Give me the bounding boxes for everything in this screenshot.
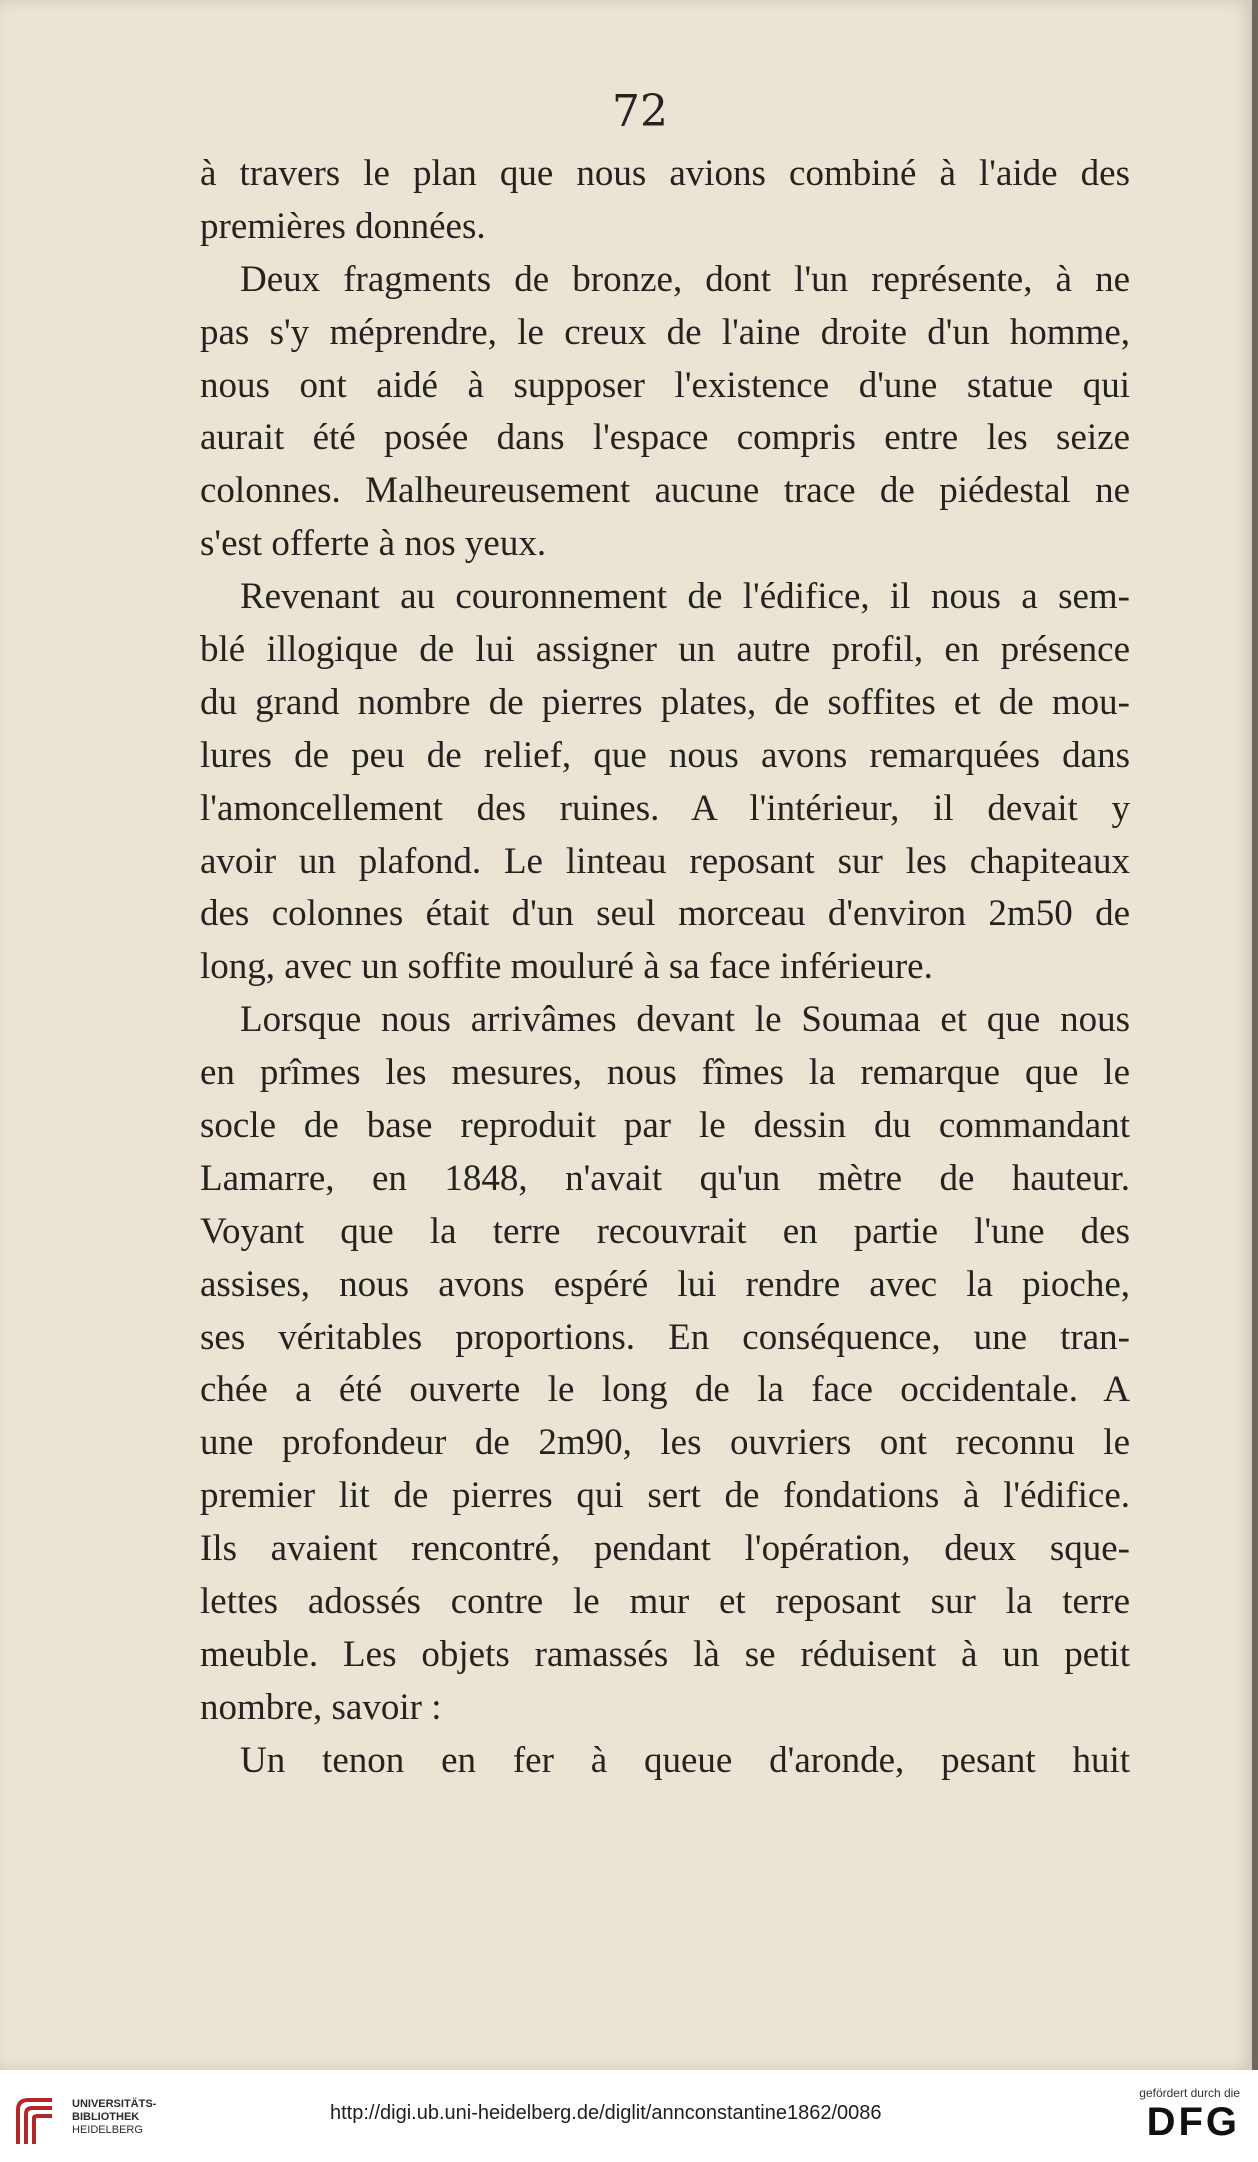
text-line: meuble. Les objets ramassés là se réduisent à un petit	[200, 1633, 1130, 1675]
dfg-logo: DFG	[1146, 2100, 1240, 2144]
text-line: premières données.	[200, 205, 486, 247]
text-line: nombre, savoir :	[200, 1686, 442, 1728]
text-line: pas s'y méprendre, le creux de l'aine droite d'un homme,	[200, 311, 1130, 353]
text-line: chée a été ouverte le long de la face occidentale. A	[200, 1369, 1130, 1411]
funding-text: gefördert durch die	[1139, 2086, 1240, 2100]
library-name-line: HEIDELBERG	[72, 2124, 143, 2136]
text-line: une profondeur de 2m90, les ouvriers ont reconnu le	[200, 1422, 1130, 1464]
text-line: du grand nombre de pierres plates, de soffites et de mou-	[200, 681, 1130, 723]
text-line: lures de peu de relief, que nous avons remarquées dans	[200, 734, 1130, 776]
text-line: à travers le plan que nous avions combiné à l'aide des	[200, 153, 1130, 194]
text-line: premier lit de pierres qui sert de fondations à l'édifice.	[200, 1475, 1130, 1517]
library-logo-icon	[12, 2092, 62, 2152]
body-text	[200, 148, 1130, 1788]
text-line: ses véritables proportions. En conséquence, une tran-	[200, 1316, 1130, 1358]
text-line: long, avec un soffite mouluré à sa face inférieure.	[200, 946, 933, 988]
text-line: l'amoncellement des ruines. A l'intérieur, il devait y	[200, 787, 1130, 829]
text-line: assises, nous avons espéré lui rendre avec la pioche,	[200, 1263, 1130, 1305]
text-line: Ils avaient rencontré, pendant l'opération, deux sque-	[200, 1528, 1130, 1570]
text-line: socle de base reproduit par le dessin du commandant	[200, 1105, 1130, 1147]
library-name-line: UNIVERSITÄTS-	[72, 2098, 157, 2110]
text-line: colonnes. Malheureusement aucune trace de piédestal ne	[200, 470, 1130, 512]
page-edge	[1252, 0, 1258, 2070]
text-line: Un tenon en fer à queue d'aronde, pesant huit	[240, 1739, 1130, 1781]
footer-bar	[0, 2070, 1258, 2162]
document-url-link[interactable]: http://digi.ub.uni-heidelberg.de/diglit/annconstantine1862/0086	[330, 2102, 882, 2124]
text-line: avoir un plafond. Le linteau reposant sur les chapiteaux	[200, 840, 1130, 882]
library-name-line: BIBLIOTHEK	[72, 2111, 140, 2123]
text-line: Revenant au couronnement de l'édifice, il nous a sem-	[240, 576, 1130, 618]
text-line: en prîmes les mesures, nous fîmes la remarque que le	[200, 1052, 1130, 1094]
text-line: des colonnes était d'un seul morceau d'environ 2m50 de	[200, 893, 1130, 935]
page-number: 72	[612, 86, 668, 137]
text-line: aurait été posée dans l'espace compris entre les seize	[200, 417, 1130, 459]
text-line: Voyant que la terre recouvrait en partie l'une des	[200, 1210, 1130, 1252]
text-line: s'est offerte à nos yeux.	[200, 523, 547, 565]
library-name	[72, 2098, 156, 2137]
funding-credit	[1139, 2086, 1240, 2144]
text-line: Lorsque nous arrivâmes devant le Soumaa et que nous	[240, 999, 1130, 1041]
text-line: lettes adossés contre le mur et reposant sur la terre	[200, 1581, 1130, 1623]
text-line: nous ont aidé à supposer l'existence d'une statue qui	[200, 364, 1130, 406]
text-line: Lamarre, en 1848, n'avait qu'un mètre de hauteur.	[200, 1157, 1130, 1199]
text-line: Deux fragments de bronze, dont l'un représente, à ne	[240, 258, 1130, 300]
text-line: blé illogique de lui assigner un autre profil, en présence	[200, 629, 1130, 671]
